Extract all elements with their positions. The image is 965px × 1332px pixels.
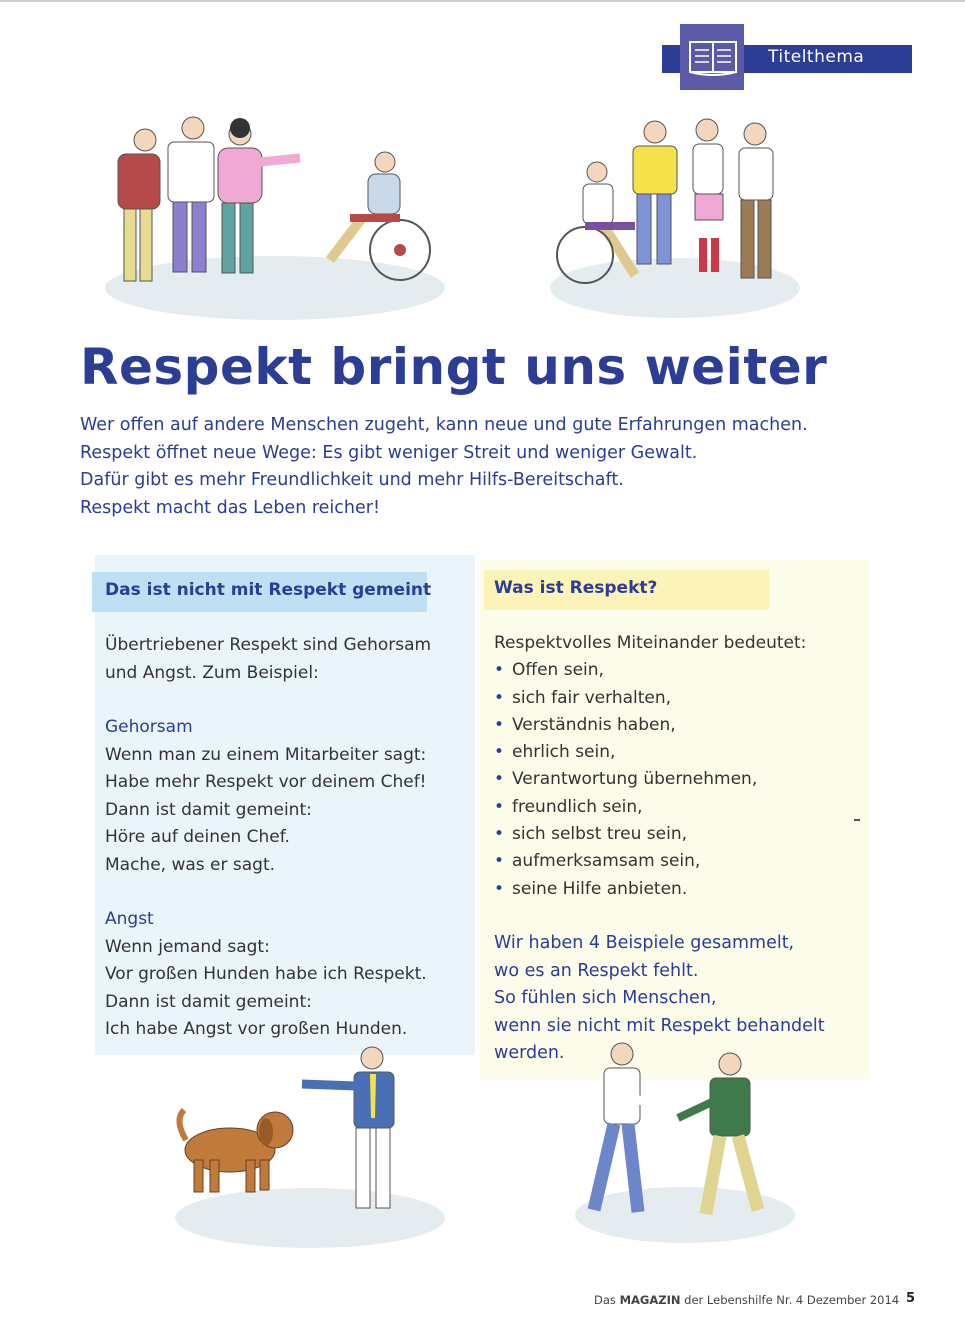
print-speck bbox=[854, 819, 860, 821]
left-box-heading: Das ist nicht mit Respekt gemeint bbox=[105, 580, 432, 600]
list-item: • freundlich sein, bbox=[494, 794, 874, 821]
gehorsam-line: Habe mehr Respekt vor deinem Chef! bbox=[105, 772, 427, 792]
left-intro-line: und Angst. Zum Beispiel: bbox=[105, 662, 319, 683]
list-item: • Verantwortung übernehmen, bbox=[494, 766, 874, 793]
angst-line: Wenn jemand sagt: bbox=[105, 936, 270, 957]
illustration-handshake bbox=[570, 1040, 800, 1245]
top-rule bbox=[0, 0, 965, 2]
page-title: Respekt bringt uns weiter bbox=[80, 338, 828, 396]
gehorsam-title: Gehorsam bbox=[105, 717, 193, 737]
left-intro-line: Übertriebener Respekt sind Gehorsam bbox=[105, 635, 432, 655]
intro-line: Respekt öffnet neue Wege: Es gibt weniger Streit und weniger Gewalt. bbox=[80, 442, 698, 463]
list-item: • aufmerksamsam sein, bbox=[494, 848, 874, 875]
note-line: So fühlen sich Menschen, bbox=[494, 988, 717, 1008]
note-line: wo es an Respekt fehlt. bbox=[494, 960, 699, 981]
gehorsam-line: Höre auf deinen Chef. bbox=[105, 827, 290, 847]
page-number: 5 bbox=[906, 1291, 916, 1306]
list-item: • ehrlich sein, bbox=[494, 739, 874, 766]
list-item: • Offen sein, bbox=[494, 657, 874, 684]
right-box-content bbox=[494, 630, 874, 903]
illustration-inclusion bbox=[545, 110, 805, 320]
gehorsam-line: Dann ist damit gemeint: bbox=[105, 799, 312, 820]
list-item: • seine Hilfe anbieten. bbox=[494, 876, 874, 903]
angst-line: Dann ist damit gemeint: bbox=[105, 991, 312, 1012]
right-box-heading: Was ist Respekt? bbox=[494, 578, 658, 598]
list-item: • sich selbst treu sein, bbox=[494, 821, 874, 848]
footer-suffix: der Lebenshilfe Nr. 4 Dezember 2014 bbox=[680, 1293, 900, 1307]
footer-magazine: MAGAZIN bbox=[619, 1293, 681, 1307]
list-item: • sich fair verhalten, bbox=[494, 685, 874, 712]
list-item: • Verständnis haben, bbox=[494, 712, 874, 739]
note-line: Wir haben 4 Beispiele gesammelt, bbox=[494, 933, 795, 953]
right-lead: Respektvolles Miteinander bedeutet: bbox=[494, 633, 807, 653]
book-icon bbox=[688, 38, 738, 78]
left-box-content bbox=[105, 632, 475, 1044]
illustration-dog bbox=[170, 1040, 460, 1255]
angst-title: Angst bbox=[105, 909, 154, 929]
respect-list bbox=[494, 657, 874, 903]
angst-line: Ich habe Angst vor großen Hunden. bbox=[105, 1019, 408, 1039]
angst-line: Vor großen Hunden habe ich Respekt. bbox=[105, 964, 427, 984]
intro-line: Respekt macht das Leben reicher! bbox=[80, 497, 380, 518]
illustration-rejection bbox=[100, 110, 450, 325]
intro-text bbox=[80, 412, 880, 522]
gehorsam-line: Wenn man zu einem Mitarbeiter sagt: bbox=[105, 744, 427, 765]
note-line: werden. bbox=[494, 1043, 565, 1063]
intro-line: Wer offen auf andere Menschen zugeht, kann neue und gute Erfahrungen machen. bbox=[80, 415, 808, 435]
footer-prefix: Das bbox=[594, 1293, 620, 1307]
intro-line: Dafür gibt es mehr Freundlichkeit und mehr Hilfs-Bereitschaft. bbox=[80, 470, 624, 490]
section-tag-label: Titelthema bbox=[768, 47, 865, 67]
gehorsam-line: Mache, was er sagt. bbox=[105, 854, 276, 875]
footer-credit bbox=[594, 1293, 899, 1307]
note-line: wenn sie nicht mit Respekt behandelt bbox=[494, 1015, 825, 1036]
